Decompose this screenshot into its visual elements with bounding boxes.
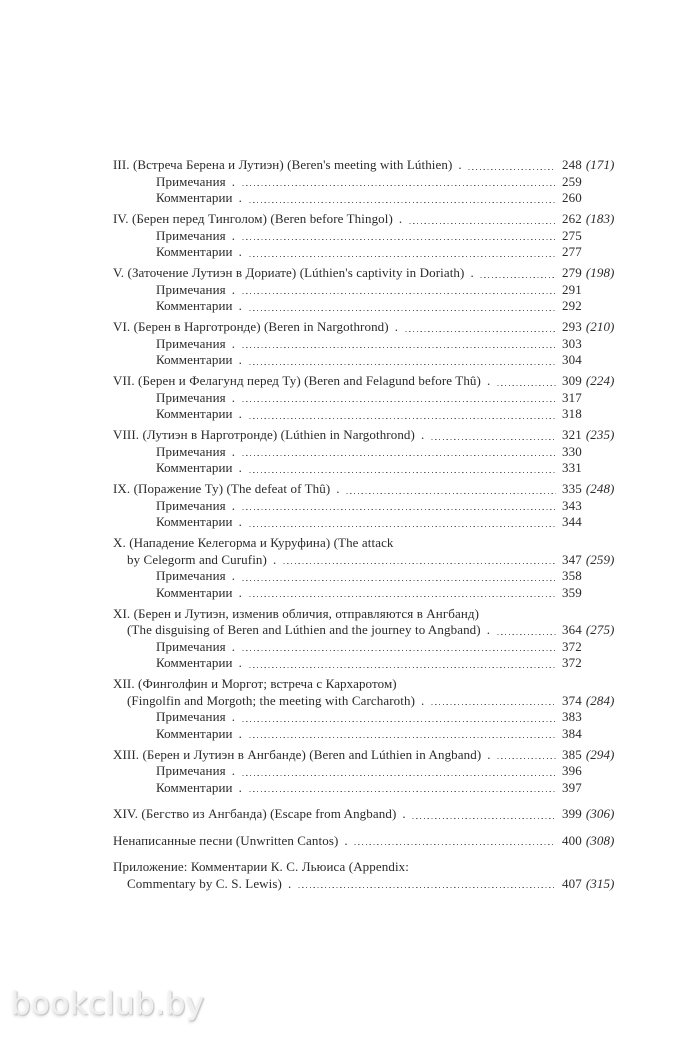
dotted-leader	[486, 373, 556, 390]
alt-page-number: (235)	[585, 427, 615, 442]
toc-group	[113, 481, 634, 531]
toc-group	[113, 319, 634, 369]
toc-entry-title: VIII. (Лутиэн в Нарготронде) (Lúthien in Nargothrond)	[113, 427, 415, 442]
dotted-leader	[420, 427, 556, 444]
page-numbers	[562, 622, 634, 639]
page-number: 279	[562, 265, 582, 280]
toc-entry-continuation	[113, 552, 634, 569]
page-number: 358	[562, 568, 582, 583]
page-number: 344	[562, 514, 582, 529]
page-number: 304	[562, 352, 582, 367]
page-numbers	[562, 373, 634, 390]
alt-page-number: (259)	[585, 551, 615, 567]
page-number: 396	[562, 763, 582, 778]
toc-subentry-comments	[113, 406, 634, 423]
dotted-leader	[401, 806, 556, 823]
page-number: 277	[562, 244, 582, 259]
toc-entry-continuation	[113, 622, 634, 639]
page-number: 359	[562, 584, 582, 600]
alt-page-number: (171)	[585, 157, 615, 172]
dotted-leader	[272, 552, 556, 569]
toc-entry	[113, 157, 634, 174]
toc-group	[113, 676, 634, 742]
page-number: 397	[562, 779, 582, 795]
toc-group	[113, 373, 634, 423]
dotted-leader	[231, 568, 556, 585]
dotted-leader	[335, 481, 556, 498]
dotted-leader	[238, 514, 556, 531]
page-numbers	[562, 265, 634, 282]
comments-label: Комментарии	[156, 655, 233, 670]
notes-label: Примечания	[156, 227, 226, 243]
toc-entry-title: III. (Встреча Берена и Лутиэн) (Beren's meeting with Lúthien)	[113, 157, 453, 172]
toc-entry-title: XIV. (Бегство из Ангбанда) (Escape from Angband)	[113, 806, 397, 821]
toc-group	[113, 747, 634, 797]
toc-subentry-comments	[113, 726, 634, 743]
toc-subentry-comments	[113, 655, 634, 672]
toc-entry	[113, 319, 634, 336]
dotted-leader	[231, 763, 556, 780]
toc-subentry-notes	[113, 444, 634, 461]
dotted-leader	[238, 585, 556, 602]
alt-page-number: (248)	[585, 481, 615, 496]
dotted-leader	[238, 244, 556, 261]
comments-label: Комментарии	[156, 779, 233, 795]
toc-group	[113, 157, 634, 207]
page-number: 343	[562, 497, 582, 513]
dotted-leader	[231, 390, 556, 407]
page-number: 317	[562, 389, 582, 405]
toc-subentry-comments	[113, 585, 634, 602]
page-number: 293	[562, 319, 582, 334]
toc-entry-title: VII. (Берен и Фелагунд перед Ту) (Beren and Felagund before Thû)	[113, 373, 481, 388]
toc-entry	[113, 373, 634, 390]
page-numbers	[562, 211, 634, 228]
toc-subentry-comments	[113, 460, 634, 477]
toc-entry	[113, 606, 634, 623]
comments-label: Комментарии	[156, 352, 233, 367]
toc-subentry-comments	[113, 780, 634, 797]
page-number: 309	[562, 373, 582, 388]
comments-label: Комментарии	[156, 514, 233, 529]
toc-entry	[113, 265, 634, 282]
dotted-leader	[469, 265, 556, 282]
page-number: 399	[562, 806, 582, 821]
page-numbers	[562, 833, 634, 850]
toc-entry	[113, 211, 634, 228]
notes-label: Примечания	[156, 638, 226, 654]
notes-label: Примечания	[156, 709, 226, 724]
toc-entry-title-line2: by Celegorm and Curufin)	[127, 551, 267, 567]
page-numbers	[562, 157, 634, 174]
page-numbers	[562, 552, 634, 569]
dotted-leader	[287, 876, 556, 893]
page-number: 383	[562, 709, 582, 724]
alt-page-number: (224)	[585, 373, 615, 388]
page-number: 385	[562, 746, 582, 762]
toc-entry	[113, 535, 634, 552]
page-number: 347	[562, 551, 582, 567]
page-number: 374	[562, 692, 582, 708]
toc-entry	[113, 676, 634, 693]
alt-page-number: (210)	[585, 319, 615, 334]
comments-label: Комментарии	[156, 244, 233, 259]
toc-subentry-notes	[113, 390, 634, 407]
page-number: 318	[562, 406, 582, 421]
toc-entry-title-line2: Commentary by C. S. Lewis)	[127, 875, 282, 891]
page-number: 331	[562, 460, 582, 475]
alt-page-number: (198)	[585, 265, 615, 280]
dotted-leader	[231, 228, 556, 245]
page-number: 330	[562, 443, 582, 459]
toc-entry-title: V. (Заточение Лутиэн в Дориате) (Lúthien's captivity in Doriath)	[113, 265, 465, 280]
toc-group	[113, 833, 634, 850]
comments-label: Комментарии	[156, 298, 233, 313]
toc-subentry-notes	[113, 709, 634, 726]
alt-page-number: (275)	[585, 622, 615, 637]
dotted-leader	[420, 693, 556, 710]
dotted-leader	[457, 157, 556, 174]
dotted-leader	[238, 190, 556, 207]
dotted-leader	[398, 211, 556, 228]
toc-group	[113, 427, 634, 477]
notes-label: Примечания	[156, 389, 226, 405]
page-number: 303	[562, 335, 582, 351]
alt-page-number: (183)	[585, 211, 615, 226]
dotted-leader	[231, 709, 556, 726]
comments-label: Комментарии	[156, 190, 233, 205]
notes-label: Примечания	[156, 568, 226, 583]
page-numbers	[562, 806, 634, 823]
toc-group	[113, 211, 634, 261]
page-number: 321	[562, 427, 582, 442]
toc-entry-title-line2: (The disguising of Beren and Lúthien and the journey to Angband)	[127, 622, 481, 637]
toc-entry-title-line2: (Fingolfin and Morgoth; the meeting with Carcharoth)	[127, 692, 416, 708]
dotted-leader	[238, 406, 556, 423]
toc-entry	[113, 806, 634, 823]
toc-subentry-notes	[113, 174, 634, 191]
page-number: 372	[562, 655, 582, 670]
notes-label: Примечания	[156, 497, 226, 513]
toc-entry-continuation	[113, 876, 634, 893]
page-numbers	[562, 693, 634, 710]
toc-group	[113, 606, 634, 672]
toc-subentry-notes	[113, 228, 634, 245]
dotted-leader	[231, 336, 556, 353]
toc-entry-title: IV. (Берен перед Тинголом) (Beren before Thingol)	[113, 211, 393, 226]
toc-subentry-notes	[113, 639, 634, 656]
toc-subentry-notes	[113, 763, 634, 780]
toc-entry	[113, 833, 634, 850]
page-number: 259	[562, 173, 582, 189]
toc-subentry-notes	[113, 568, 634, 585]
toc-subentry-comments	[113, 244, 634, 261]
page-numbers	[562, 427, 634, 444]
page-number: 400	[562, 832, 582, 848]
dotted-leader	[238, 780, 556, 797]
alt-page-number: (306)	[585, 806, 615, 821]
page-number: 260	[562, 190, 582, 205]
page-numbers	[562, 747, 634, 764]
toc-entry-continuation	[113, 693, 634, 710]
toc-entry	[113, 747, 634, 764]
dotted-leader	[231, 282, 556, 299]
notes-label: Примечания	[156, 173, 226, 189]
alt-page-number: (294)	[585, 746, 615, 762]
page-number: 335	[562, 481, 582, 496]
toc-entry	[113, 427, 634, 444]
page-number: 291	[562, 281, 582, 297]
toc-group	[113, 859, 634, 892]
notes-label: Примечания	[156, 281, 226, 297]
dotted-leader	[394, 319, 556, 336]
toc-entry-title-line1: XI. (Берен и Лутиэн, изменив обличия, отправляются в Ангбанд)	[113, 605, 480, 621]
dotted-leader	[231, 498, 556, 515]
page-numbers	[562, 481, 634, 498]
toc-entry-title: VI. (Берен в Нарготронде) (Beren in Nargothrond)	[113, 319, 389, 334]
dotted-leader	[231, 174, 556, 191]
toc-group	[113, 265, 634, 315]
toc-entry-title-line1: X. (Нападение Келегорма и Куруфина) (The attack	[113, 535, 394, 550]
toc-entry	[113, 481, 634, 498]
page-number: 275	[562, 227, 582, 243]
page-number: 248	[562, 157, 582, 172]
comments-label: Комментарии	[156, 725, 233, 741]
page-number: 292	[562, 298, 582, 313]
comments-label: Комментарии	[156, 460, 233, 475]
comments-label: Комментарии	[156, 406, 233, 421]
page-numbers	[562, 876, 634, 893]
toc-entry	[113, 859, 634, 876]
dotted-leader	[238, 655, 556, 672]
dotted-leader	[231, 444, 556, 461]
dotted-leader	[238, 298, 556, 315]
toc-group	[113, 806, 634, 823]
notes-label: Примечания	[156, 443, 226, 459]
toc-subentry-notes	[113, 336, 634, 353]
dotted-leader	[238, 460, 556, 477]
toc-subentry-notes	[113, 498, 634, 515]
toc-entry-title-line1: XII. (Финголфин и Моргот; встреча с Кархаротом)	[113, 676, 397, 691]
alt-page-number: (315)	[585, 875, 615, 891]
page-number: 262	[562, 211, 582, 226]
page-number: 407	[562, 875, 582, 891]
toc-entry-title: IX. (Поражение Ту) (The defeat of Thû)	[113, 481, 331, 496]
dotted-leader	[486, 747, 556, 764]
dotted-leader	[486, 622, 556, 639]
alt-page-number: (308)	[585, 832, 615, 848]
toc-subentry-comments	[113, 190, 634, 207]
page-number: 372	[562, 638, 582, 654]
bookclub-watermark: bookclub.by	[11, 986, 205, 1022]
alt-page-number: (284)	[585, 692, 615, 708]
notes-label: Примечания	[156, 763, 226, 778]
toc-entry-title: Ненаписанные песни (Unwritten Cantos)	[113, 832, 339, 848]
toc-subentry-comments	[113, 352, 634, 369]
toc-entry-title-line1: Приложение: Комментарии К. С. Льюиса (Appendix:	[113, 859, 409, 874]
toc-subentry-comments	[113, 298, 634, 315]
dotted-leader	[343, 833, 556, 850]
dotted-leader	[231, 639, 556, 656]
page-number: 384	[562, 725, 582, 741]
comments-label: Комментарии	[156, 584, 233, 600]
table-of-contents	[113, 157, 634, 892]
page-numbers	[562, 319, 634, 336]
dotted-leader	[238, 352, 556, 369]
notes-label: Примечания	[156, 335, 226, 351]
dotted-leader	[238, 726, 556, 743]
toc-subentry-notes	[113, 282, 634, 299]
page-number: 364	[562, 622, 582, 637]
toc-entry-title: XIII. (Берен и Лутиэн в Ангбанде) (Beren and Lúthien in Angband)	[113, 746, 482, 762]
toc-group	[113, 535, 634, 601]
toc-subentry-comments	[113, 514, 634, 531]
